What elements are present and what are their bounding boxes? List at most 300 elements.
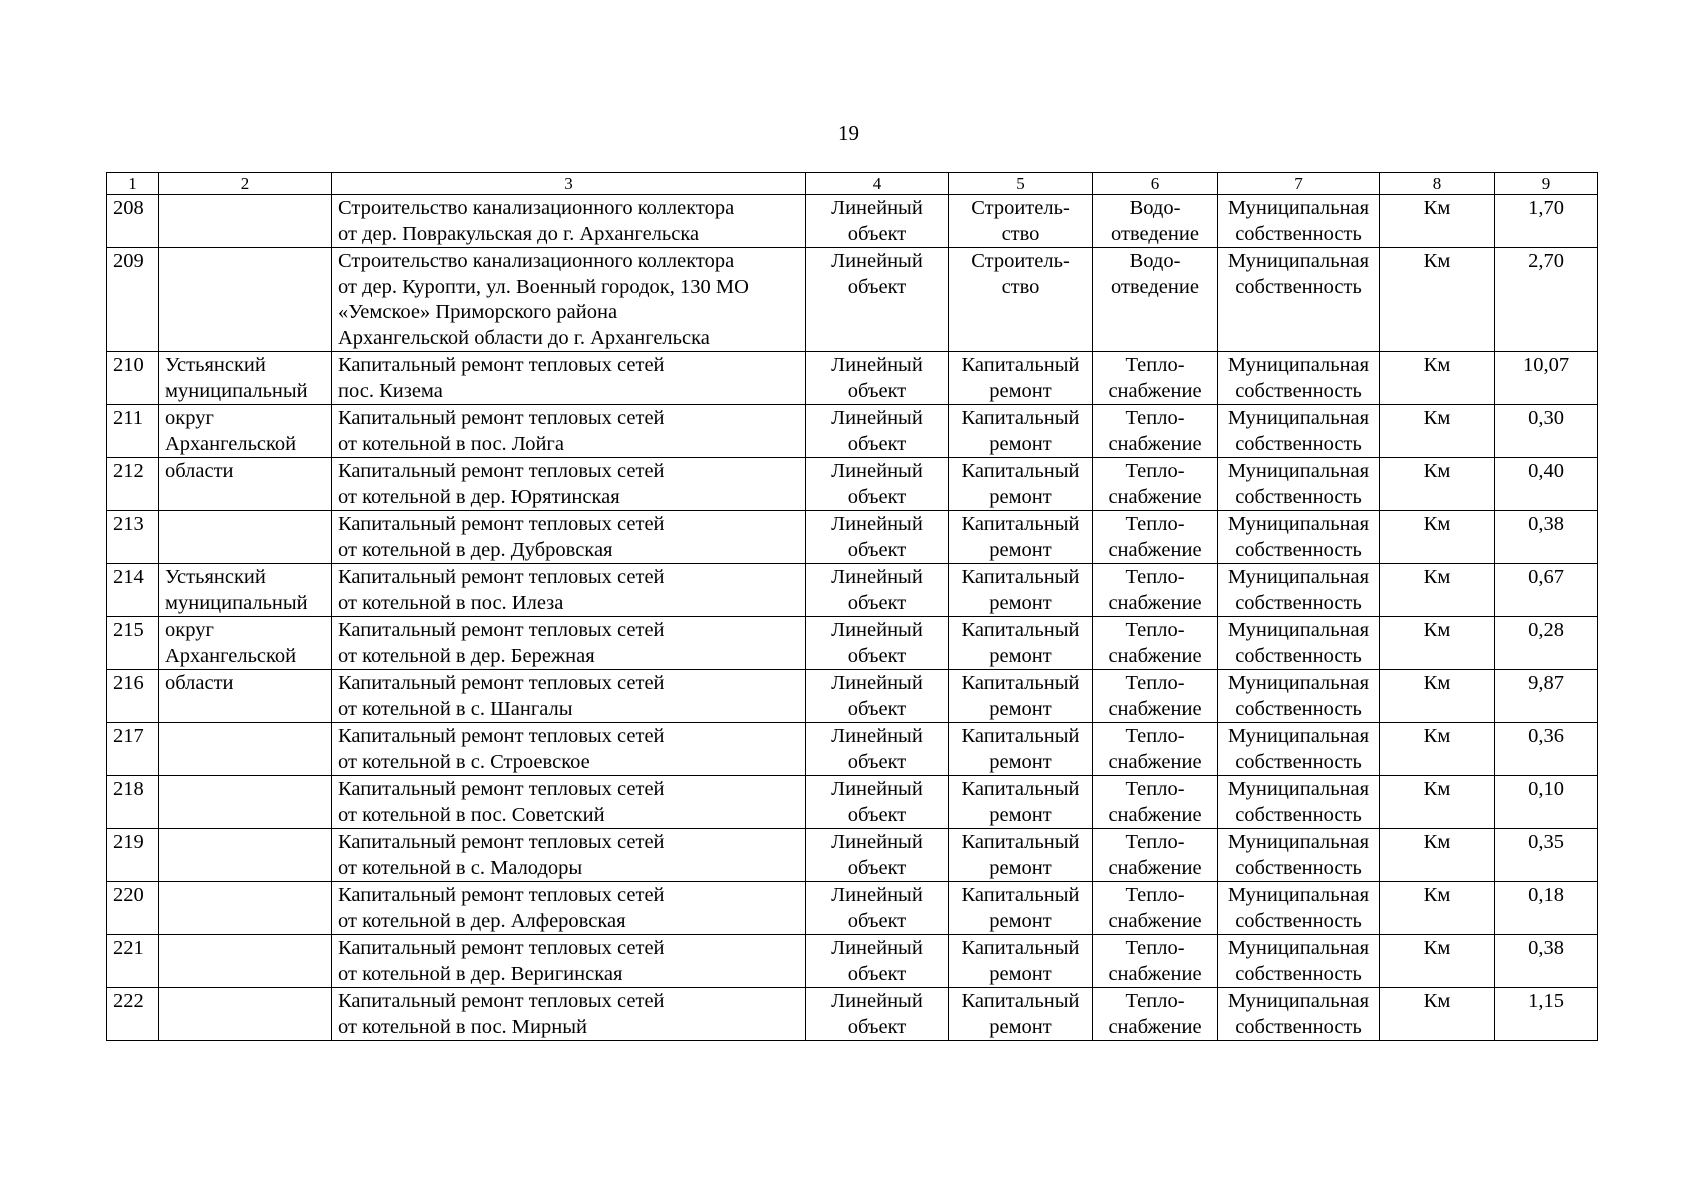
- unit-cell: Км: [1380, 511, 1495, 564]
- table-row: [107, 511, 1598, 564]
- service-type-cell: [1093, 829, 1218, 882]
- service-type-cell: [1093, 248, 1218, 352]
- cell-line: Водо-: [1129, 197, 1181, 219]
- ownership-cell: [1218, 776, 1380, 829]
- cell-line: Линейный: [831, 513, 923, 535]
- cell-line: от котельной в дер. Алферовская: [338, 909, 626, 932]
- cell-line: ремонт: [989, 856, 1052, 879]
- region-cell: [159, 405, 332, 458]
- cell-line: от котельной в с. Строевское: [338, 750, 590, 773]
- value-cell: 1,15: [1495, 988, 1598, 1041]
- table-row: [107, 352, 1598, 405]
- object-type-cell: [806, 248, 949, 352]
- region-cell: [159, 723, 332, 776]
- work-type-cell: [949, 405, 1093, 458]
- cell-line: Капитальный: [961, 619, 1080, 641]
- cell-line: от котельной в пос. Лойга: [338, 432, 564, 455]
- cell-line: от дер. Повракульская до г. Архангельска: [338, 222, 700, 245]
- value-cell: 0,28: [1495, 617, 1598, 670]
- row-number: 215: [107, 617, 159, 670]
- unit-cell: Км: [1380, 776, 1495, 829]
- cell-line: области: [165, 460, 234, 482]
- cell-line: от котельной в дер. Веригинская: [338, 962, 623, 985]
- service-type-cell: [1093, 564, 1218, 617]
- cell-line: Капитальный: [961, 354, 1080, 376]
- cell-line: ремонт: [989, 538, 1052, 561]
- cell-line: муниципальный: [165, 379, 308, 402]
- value-cell: 0,30: [1495, 405, 1598, 458]
- row-number: 214: [107, 564, 159, 617]
- cell-line: Тепло-: [1125, 566, 1185, 588]
- object-type-cell: [806, 352, 949, 405]
- cell-line: собственность: [1235, 222, 1362, 245]
- cell-line: Муниципальная: [1227, 725, 1370, 747]
- cell-line: Капитальный ремонт тепловых сетей: [338, 778, 665, 800]
- cell-line: Капитальный: [961, 831, 1080, 853]
- cell-line: Линейный: [831, 407, 923, 429]
- table-row: [107, 405, 1598, 458]
- cell-line: Капитальный: [961, 778, 1080, 800]
- cell-line: объект: [847, 697, 907, 720]
- cell-line: Капитальный ремонт тепловых сетей: [338, 460, 665, 482]
- region-cell: [159, 829, 332, 882]
- service-type-cell: [1093, 988, 1218, 1041]
- region-cell: [159, 352, 332, 405]
- cell-line: Муниципальная: [1227, 884, 1370, 906]
- cell-line: ремонт: [989, 1015, 1052, 1038]
- ownership-cell: [1218, 564, 1380, 617]
- cell-line: ремонт: [989, 909, 1052, 932]
- cell-line: Строительство канализационного коллектора: [338, 250, 735, 272]
- table-row: [107, 776, 1598, 829]
- unit-cell: Км: [1380, 988, 1495, 1041]
- value-cell: 9,87: [1495, 670, 1598, 723]
- work-type-cell: [949, 723, 1093, 776]
- unit-cell: Км: [1380, 882, 1495, 935]
- region-cell: [159, 195, 332, 248]
- cell-line: снабжение: [1108, 909, 1202, 932]
- value-cell: 1,70: [1495, 195, 1598, 248]
- cell-line: Муниципальная: [1227, 566, 1370, 588]
- cell-line: Капитальный: [961, 513, 1080, 535]
- service-type-cell: [1093, 723, 1218, 776]
- unit-cell: Км: [1380, 405, 1495, 458]
- value-cell: 10,07: [1495, 352, 1598, 405]
- cell-line: округ: [165, 407, 214, 429]
- work-type-cell: [949, 776, 1093, 829]
- cell-line: Линейный: [831, 778, 923, 800]
- object-type-cell: [806, 564, 949, 617]
- table-row: [107, 458, 1598, 511]
- value-cell: 0,67: [1495, 564, 1598, 617]
- cell-line: Муниципальная: [1227, 619, 1370, 641]
- cell-line: Строитель-: [971, 197, 1070, 219]
- unit-cell: Км: [1380, 352, 1495, 405]
- cell-line: Устьянский: [165, 354, 266, 376]
- description-cell: [332, 829, 806, 882]
- row-number: 218: [107, 776, 159, 829]
- cell-line: Капитальный ремонт тепловых сетей: [338, 354, 665, 376]
- cell-line: собственность: [1235, 591, 1362, 614]
- cell-line: Архангельской: [165, 644, 297, 667]
- cell-line: объект: [847, 485, 907, 508]
- table-row: [107, 617, 1598, 670]
- region-cell: [159, 617, 332, 670]
- cell-line: отведение: [1111, 222, 1199, 245]
- object-type-cell: [806, 458, 949, 511]
- service-type-cell: [1093, 935, 1218, 988]
- cell-line: ремонт: [989, 697, 1052, 720]
- cell-line: Капитальный ремонт тепловых сетей: [338, 831, 665, 853]
- cell-line: Линейный: [831, 725, 923, 747]
- ownership-cell: [1218, 882, 1380, 935]
- cell-line: Устьянский: [165, 566, 266, 588]
- work-type-cell: [949, 195, 1093, 248]
- cell-line: ремонт: [989, 644, 1052, 667]
- region-cell: [159, 564, 332, 617]
- value-cell: 0,10: [1495, 776, 1598, 829]
- cell-line: Капитальный: [961, 937, 1080, 959]
- service-type-cell: [1093, 670, 1218, 723]
- cell-line: Капитальный: [961, 884, 1080, 906]
- description-cell: [332, 405, 806, 458]
- ownership-cell: [1218, 935, 1380, 988]
- cell-line: объект: [847, 856, 907, 879]
- table-row: [107, 723, 1598, 776]
- cell-line: Линейный: [831, 937, 923, 959]
- cell-line: собственность: [1235, 432, 1362, 455]
- cell-line: муниципальный: [165, 591, 308, 614]
- cell-line: Капитальный ремонт тепловых сетей: [338, 619, 665, 641]
- cell-line: Капитальный: [961, 725, 1080, 747]
- ownership-cell: [1218, 352, 1380, 405]
- cell-line: Капитальный ремонт тепловых сетей: [338, 566, 665, 588]
- cell-line: ремонт: [989, 962, 1052, 985]
- cell-line: собственность: [1235, 538, 1362, 561]
- row-number: 212: [107, 458, 159, 511]
- table-row: [107, 882, 1598, 935]
- cell-line: Капитальный: [961, 672, 1080, 694]
- row-number: 208: [107, 195, 159, 248]
- cell-line: объект: [847, 1015, 907, 1038]
- cell-line: Линейный: [831, 619, 923, 641]
- region-cell: [159, 670, 332, 723]
- object-type-cell: [806, 405, 949, 458]
- region-cell: [159, 882, 332, 935]
- column-number: 2: [159, 173, 332, 195]
- cell-line: собственность: [1235, 803, 1362, 826]
- cell-line: собственность: [1235, 485, 1362, 508]
- service-type-cell: [1093, 511, 1218, 564]
- cell-line: объект: [847, 962, 907, 985]
- cell-line: от дер. Куропти, ул. Военный городок, 130 МО: [338, 275, 749, 298]
- projects-table: [106, 172, 1598, 1041]
- cell-line: снабжение: [1108, 803, 1202, 826]
- object-type-cell: [806, 195, 949, 248]
- cell-line: собственность: [1235, 379, 1362, 402]
- service-type-cell: [1093, 405, 1218, 458]
- work-type-cell: [949, 458, 1093, 511]
- cell-line: Тепло-: [1125, 354, 1185, 376]
- unit-cell: Км: [1380, 829, 1495, 882]
- work-type-cell: [949, 248, 1093, 352]
- cell-line: Тепло-: [1125, 407, 1185, 429]
- cell-line: снабжение: [1108, 1015, 1202, 1038]
- cell-line: «Уемское» Приморского района: [338, 301, 618, 323]
- row-number: 209: [107, 248, 159, 352]
- cell-line: Капитальный: [961, 566, 1080, 588]
- cell-line: ремонт: [989, 379, 1052, 402]
- cell-line: Линейный: [831, 250, 923, 272]
- object-type-cell: [806, 617, 949, 670]
- cell-line: собственность: [1235, 697, 1362, 720]
- cell-line: от котельной в дер. Дубровская: [338, 538, 613, 561]
- value-cell: 0,36: [1495, 723, 1598, 776]
- cell-line: снабжение: [1108, 856, 1202, 879]
- column-number: 4: [806, 173, 949, 195]
- work-type-cell: [949, 988, 1093, 1041]
- work-type-cell: [949, 617, 1093, 670]
- ownership-cell: [1218, 723, 1380, 776]
- object-type-cell: [806, 935, 949, 988]
- cell-line: собственность: [1235, 909, 1362, 932]
- description-cell: [332, 723, 806, 776]
- cell-line: Тепло-: [1125, 725, 1185, 747]
- service-type-cell: [1093, 352, 1218, 405]
- row-number: 219: [107, 829, 159, 882]
- cell-line: ремонт: [989, 485, 1052, 508]
- cell-line: собственность: [1235, 750, 1362, 773]
- cell-line: Линейный: [831, 831, 923, 853]
- column-number: 3: [332, 173, 806, 195]
- table-row: [107, 195, 1598, 248]
- row-number: 210: [107, 352, 159, 405]
- object-type-cell: [806, 882, 949, 935]
- cell-line: ремонт: [989, 591, 1052, 614]
- cell-line: ство: [1001, 222, 1040, 245]
- cell-line: от котельной в с. Шангалы: [338, 697, 573, 720]
- row-number: 211: [107, 405, 159, 458]
- cell-line: Тепло-: [1125, 884, 1185, 906]
- table-row: [107, 248, 1598, 352]
- row-number: 216: [107, 670, 159, 723]
- cell-line: снабжение: [1108, 432, 1202, 455]
- region-cell: [159, 458, 332, 511]
- row-number: 222: [107, 988, 159, 1041]
- row-number: 220: [107, 882, 159, 935]
- cell-line: снабжение: [1108, 644, 1202, 667]
- description-cell: [332, 511, 806, 564]
- description-cell: [332, 248, 806, 352]
- description-cell: [332, 352, 806, 405]
- work-type-cell: [949, 829, 1093, 882]
- description-cell: [332, 988, 806, 1041]
- value-cell: 0,40: [1495, 458, 1598, 511]
- cell-line: снабжение: [1108, 591, 1202, 614]
- cell-line: Водо-: [1129, 250, 1181, 272]
- cell-line: Муниципальная: [1227, 407, 1370, 429]
- cell-line: Тепло-: [1125, 937, 1185, 959]
- column-number: 7: [1218, 173, 1380, 195]
- cell-line: пос. Кизема: [338, 379, 443, 402]
- cell-line: Тепло-: [1125, 831, 1185, 853]
- cell-line: объект: [847, 750, 907, 773]
- cell-line: Капитальный ремонт тепловых сетей: [338, 884, 665, 906]
- value-cell: 0,38: [1495, 511, 1598, 564]
- unit-cell: Км: [1380, 617, 1495, 670]
- table-row: [107, 829, 1598, 882]
- row-number: 217: [107, 723, 159, 776]
- ownership-cell: [1218, 195, 1380, 248]
- region-cell: [159, 511, 332, 564]
- column-number-row: [107, 173, 1598, 195]
- cell-line: снабжение: [1108, 750, 1202, 773]
- region-cell: [159, 988, 332, 1041]
- row-number: 221: [107, 935, 159, 988]
- cell-line: Линейный: [831, 672, 923, 694]
- cell-line: от котельной в пос. Советский: [338, 803, 605, 826]
- cell-line: Капитальный ремонт тепловых сетей: [338, 990, 665, 1012]
- cell-line: снабжение: [1108, 379, 1202, 402]
- cell-line: Архангельской области до г. Архангельска: [338, 326, 710, 349]
- unit-cell: Км: [1380, 195, 1495, 248]
- cell-line: Муниципальная: [1227, 513, 1370, 535]
- ownership-cell: [1218, 617, 1380, 670]
- cell-line: Муниципальная: [1227, 250, 1370, 272]
- region-cell: [159, 935, 332, 988]
- region-cell: [159, 776, 332, 829]
- cell-line: области: [165, 672, 234, 694]
- table-row: [107, 564, 1598, 617]
- cell-line: ремонт: [989, 803, 1052, 826]
- work-type-cell: [949, 670, 1093, 723]
- work-type-cell: [949, 882, 1093, 935]
- value-cell: 2,70: [1495, 248, 1598, 352]
- ownership-cell: [1218, 248, 1380, 352]
- cell-line: объект: [847, 909, 907, 932]
- description-cell: [332, 564, 806, 617]
- work-type-cell: [949, 564, 1093, 617]
- table-row: [107, 670, 1598, 723]
- cell-line: Архангельской: [165, 432, 297, 455]
- cell-line: ремонт: [989, 432, 1052, 455]
- value-cell: 0,35: [1495, 829, 1598, 882]
- description-cell: [332, 617, 806, 670]
- description-cell: [332, 195, 806, 248]
- ownership-cell: [1218, 670, 1380, 723]
- cell-line: округ: [165, 619, 214, 641]
- unit-cell: Км: [1380, 248, 1495, 352]
- cell-line: от котельной в пос. Мирный: [338, 1015, 587, 1038]
- cell-line: от котельной в с. Малодоры: [338, 856, 583, 879]
- column-number: 6: [1093, 173, 1218, 195]
- object-type-cell: [806, 723, 949, 776]
- cell-line: Тепло-: [1125, 460, 1185, 482]
- cell-line: Линейный: [831, 354, 923, 376]
- cell-line: объект: [847, 222, 907, 245]
- column-number: 1: [107, 173, 159, 195]
- cell-line: объект: [847, 803, 907, 826]
- cell-line: объект: [847, 432, 907, 455]
- cell-line: Тепло-: [1125, 672, 1185, 694]
- service-type-cell: [1093, 617, 1218, 670]
- column-number: 8: [1380, 173, 1495, 195]
- column-number: 9: [1495, 173, 1598, 195]
- cell-line: Тепло-: [1125, 778, 1185, 800]
- work-type-cell: [949, 511, 1093, 564]
- cell-line: от котельной в пос. Илеза: [338, 591, 564, 614]
- value-cell: 0,18: [1495, 882, 1598, 935]
- cell-line: Капитальный ремонт тепловых сетей: [338, 513, 665, 535]
- cell-line: от котельной в дер. Юрятинская: [338, 485, 620, 508]
- cell-line: объект: [847, 379, 907, 402]
- unit-cell: Км: [1380, 458, 1495, 511]
- table-row: [107, 988, 1598, 1041]
- cell-line: отведение: [1111, 275, 1199, 298]
- cell-line: Капитальный ремонт тепловых сетей: [338, 725, 665, 747]
- ownership-cell: [1218, 405, 1380, 458]
- object-type-cell: [806, 776, 949, 829]
- ownership-cell: [1218, 829, 1380, 882]
- unit-cell: Км: [1380, 723, 1495, 776]
- cell-line: Линейный: [831, 566, 923, 588]
- object-type-cell: [806, 511, 949, 564]
- cell-line: собственность: [1235, 644, 1362, 667]
- cell-line: Строительство канализационного коллектора: [338, 197, 735, 219]
- object-type-cell: [806, 670, 949, 723]
- service-type-cell: [1093, 458, 1218, 511]
- description-cell: [332, 670, 806, 723]
- cell-line: Муниципальная: [1227, 990, 1370, 1012]
- description-cell: [332, 458, 806, 511]
- ownership-cell: [1218, 458, 1380, 511]
- description-cell: [332, 882, 806, 935]
- cell-line: ремонт: [989, 750, 1052, 773]
- cell-line: Капитальный ремонт тепловых сетей: [338, 672, 665, 694]
- cell-line: Тепло-: [1125, 513, 1185, 535]
- cell-line: Муниципальная: [1227, 778, 1370, 800]
- cell-line: Тепло-: [1125, 619, 1185, 641]
- cell-line: Муниципальная: [1227, 672, 1370, 694]
- description-cell: [332, 935, 806, 988]
- cell-line: Муниципальная: [1227, 937, 1370, 959]
- cell-line: объект: [847, 591, 907, 614]
- unit-cell: Км: [1380, 564, 1495, 617]
- row-number: 213: [107, 511, 159, 564]
- cell-line: Капитальный ремонт тепловых сетей: [338, 937, 665, 959]
- table-row: [107, 935, 1598, 988]
- cell-line: Капитальный ремонт тепловых сетей: [338, 407, 665, 429]
- cell-line: Линейный: [831, 460, 923, 482]
- work-type-cell: [949, 352, 1093, 405]
- cell-line: Муниципальная: [1227, 197, 1370, 219]
- service-type-cell: [1093, 776, 1218, 829]
- region-cell: [159, 248, 332, 352]
- ownership-cell: [1218, 511, 1380, 564]
- cell-line: Капитальный: [961, 407, 1080, 429]
- cell-line: объект: [847, 538, 907, 561]
- cell-line: Капитальный: [961, 460, 1080, 482]
- object-type-cell: [806, 829, 949, 882]
- object-type-cell: [806, 988, 949, 1041]
- column-number: 5: [949, 173, 1093, 195]
- cell-line: объект: [847, 644, 907, 667]
- cell-line: Линейный: [831, 990, 923, 1012]
- cell-line: собственность: [1235, 275, 1362, 298]
- ownership-cell: [1218, 988, 1380, 1041]
- service-type-cell: [1093, 882, 1218, 935]
- table-body: [107, 173, 1598, 1041]
